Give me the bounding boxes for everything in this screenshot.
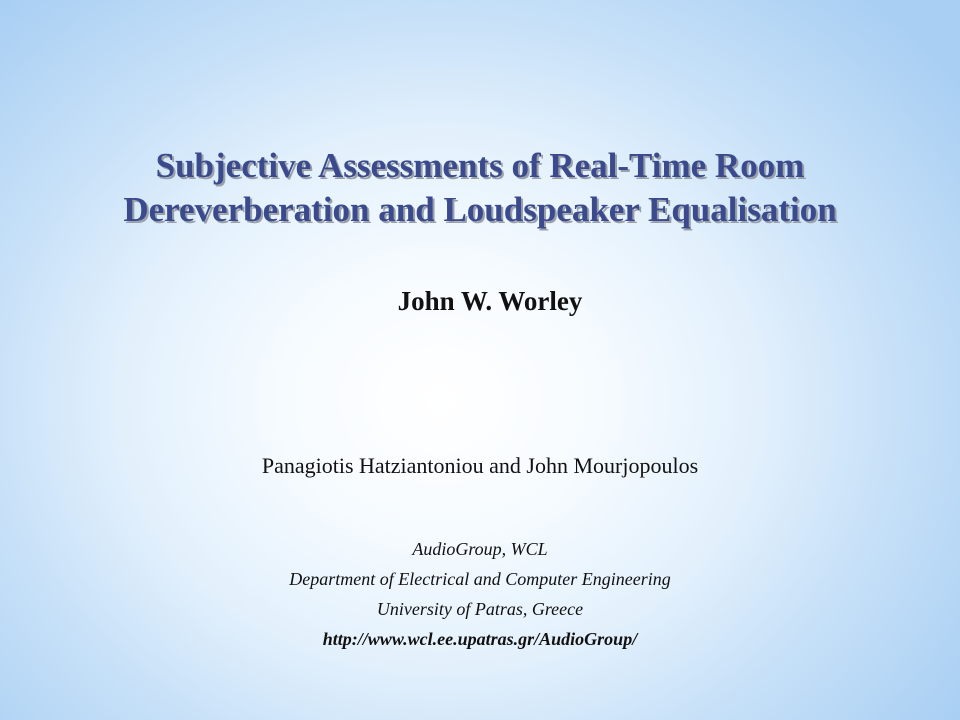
slide-title-line-2: Dereverberation and Loudspeaker Equalisation (123, 190, 837, 229)
coauthor-names: Panagiotis Hatziantoniou and John Mourjopoulos (261, 453, 699, 478)
affiliation-university: University of Patras, Greece (376, 599, 584, 619)
presenter-name: John W. Worley (397, 286, 583, 316)
slide-title (0, 144, 960, 232)
affiliation-url-link[interactable]: http://www.wcl.ee.upatras.gr/AudioGroup/ (322, 629, 638, 649)
slide-title-line-1: Subjective Assessments of Real-Time Room (155, 146, 805, 185)
affiliation-group: AudioGroup, WCL (412, 539, 548, 559)
affiliation-block (0, 534, 960, 654)
affiliation-department: Department of Electrical and Computer Engineering (289, 569, 671, 589)
